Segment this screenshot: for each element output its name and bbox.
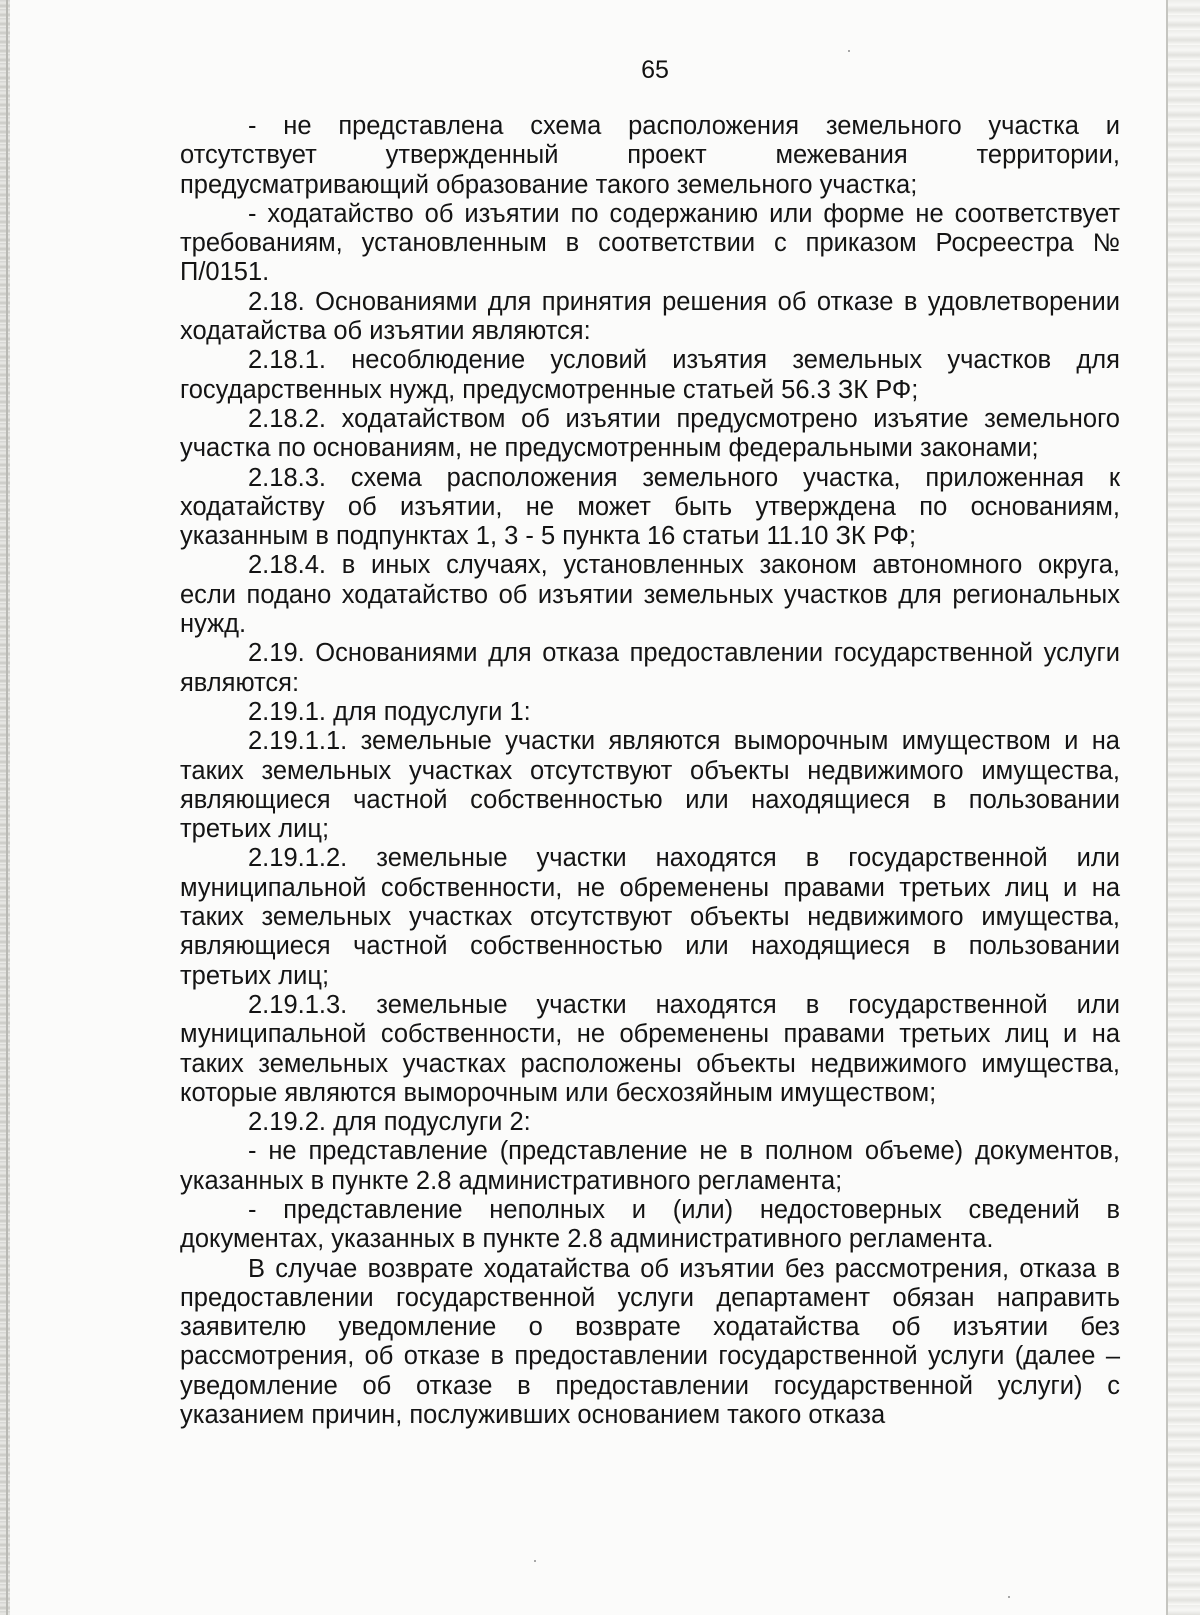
paragraph-2-18-1: 2.18.1. несоблюдение условий изъятия земельных участков для государственных нужд, предусмотренные статьей 56.3 ЗК РФ; [180, 346, 1120, 404]
paragraph-2-19-1-1: 2.19.1.1. земельные участки являются выморочным имуществом и на таких земельных участках отсутствуют объекты недвижимого имущества, являющиеся частной собственностью или находящиеся в пользовании третьих лиц; [180, 727, 1120, 844]
paragraph-2-19: 2.19. Основаниями для отказа предоставлении государственной услуги являются: [180, 639, 1120, 697]
paragraph-no-layout-scheme: - не представлена схема расположения земельного участка и отсутствует утвержденный проект межевания территории, предусматривающий образование такого земельного участка; [180, 112, 1120, 199]
paragraph-2-19-1-2: 2.19.1.2. земельные участки находятся в государственной или муниципальной собственности, не обременены правами третьих лиц и на таких земельных участках отсутствуют объекты недвижимого имущества, являющиеся частной собственностью или находящиеся в пользовании третьих лиц; [180, 844, 1120, 990]
page-number: 65 [641, 56, 669, 84]
scan-left-edge [0, 0, 10, 1615]
paragraph-petition-nonconforming: - ходатайство об изъятии по содержанию или форме не соответствует требованиям, установленным в соответствии с приказом Росреестра № П/0151. [180, 199, 1120, 287]
scan-speck [1008, 1596, 1010, 1598]
scan-speck [534, 1560, 536, 1562]
paragraph-2-19-1-3: 2.19.1.3. земельные участки находятся в государственной или муниципальной собственности, не обременены правами третьих лиц и на таких земельных участках расположены объекты недвижимого имущества, которые являются выморочным или бесхозяйным имуществом; [180, 990, 1120, 1107]
paragraph-2-18-3: 2.18.3. схема расположения земельного участка, приложенная к ходатайству об изъятии, не может быть утверждена по основаниям, указанным в подпунктах 1, 3 - 5 пункта 16 статьи 11.10 ЗК РФ; [180, 463, 1120, 551]
paragraph-2-18: 2.18. Основаниями для принятия решения об отказе в удовлетворении ходатайства об изъятии являются: [180, 287, 1120, 346]
document-body [180, 112, 1120, 1430]
paragraph-2-19-2: 2.19.2. для подуслуги 2: [248, 1108, 531, 1137]
scan-speck [848, 50, 850, 52]
paragraph-unreliable-information: - представление неполных и (или) недостоверных сведений в документах, указанных в пункте 2.8 административного регламента. [180, 1195, 1120, 1254]
scan-right-edge [1166, 0, 1200, 1615]
paragraph-return-notice: В случае возврате ходатайства об изъятии без рассмотрения, отказа в предоставлении государственной услуги департамент обязан направить заявителю уведомление о возврате ходатайства об изъятии без рассмотрения, об отказе в предоставлении государственной услуги (далее – уведомление об отказе в предоставлении государственной услуги) с указанием причин, послуживших основанием такого отказа [180, 1254, 1120, 1430]
paragraph-2-19-1: 2.19.1. для подуслуги 1: [248, 697, 531, 726]
paragraph-2-18-2: 2.18.2. ходатайством об изъятии предусмотрено изъятие земельного участка по основаниям, не предусмотренным федеральными законами; [180, 404, 1120, 463]
paragraph-2-18-4: 2.18.4. в иных случаях, установленных законом автономного округа, если подано ходатайство об изъятии земельных участков для региональных нужд. [180, 551, 1120, 639]
paragraph-incomplete-documents: - не представление (представление не в полном объеме) документов, указанных в пункте 2.8 административного регламента; [180, 1137, 1120, 1195]
